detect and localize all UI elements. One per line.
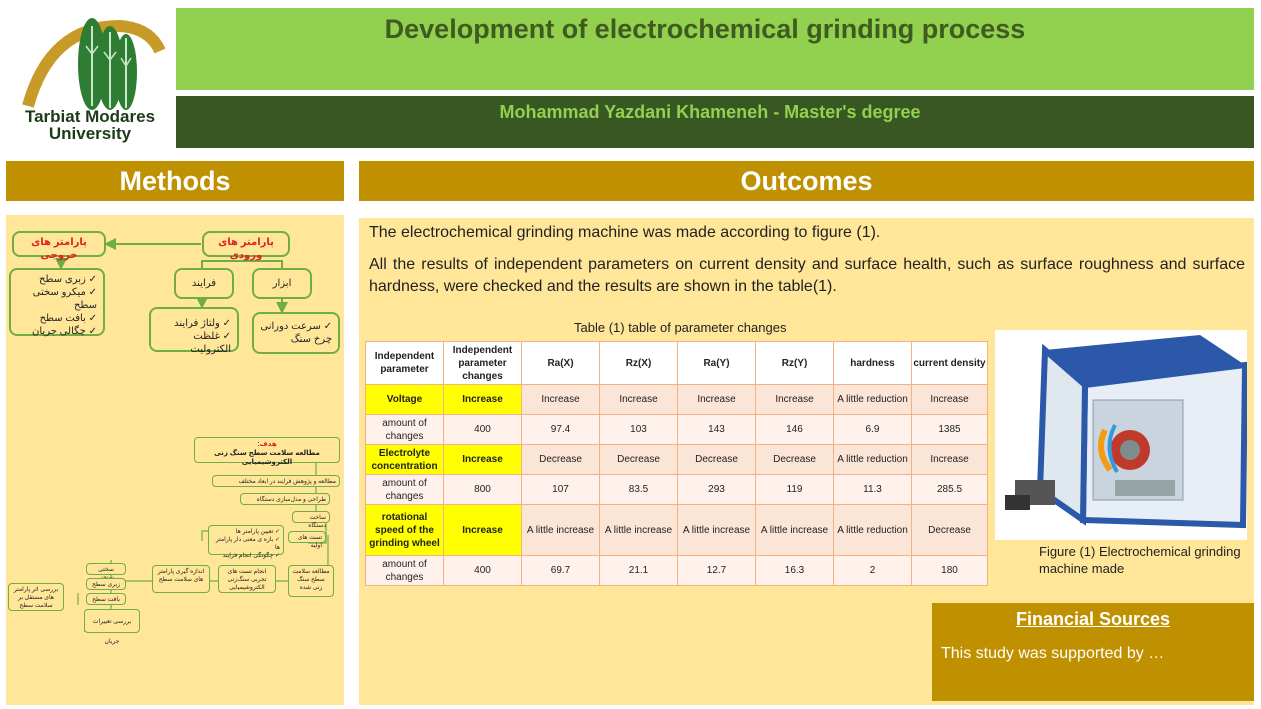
initial-test-item: ✓ بازه ی معنی دار پارامتر ها — [212, 536, 280, 552]
table-cell: 6.9 — [834, 415, 912, 445]
table-header: Independent parameter changes — [444, 342, 522, 385]
process-box: فرایند — [174, 268, 234, 299]
table-cell: amount of changes — [366, 415, 444, 445]
table-cell: 12.7 — [678, 556, 756, 586]
measure-texture: بافت سطح — [86, 593, 126, 605]
table-cell: 119 — [756, 475, 834, 505]
step-measure: اندازه گیری پارامتر های سلامت سطح — [152, 565, 210, 593]
step-study: مطالعه و پژوهش فرایند در ابعاد مختلف — [212, 475, 340, 487]
table-cell: A little reduction — [834, 505, 912, 556]
table-cell: 1385 — [912, 415, 988, 445]
poster-title: Development of electrochemical grinding process — [384, 14, 1026, 44]
process-item: ✓ ولتاژ فرایند — [157, 317, 231, 330]
table-cell: 69.7 — [522, 556, 600, 586]
table-header: Rz(Y) — [756, 342, 834, 385]
table-header: current density — [912, 342, 988, 385]
table-cell: A little reduction — [834, 445, 912, 475]
parameter-changes-table — [365, 341, 988, 586]
table-row-amount — [366, 475, 988, 505]
input-parameters-box: پارامتر های ورودی — [202, 231, 290, 257]
outcomes-paragraph-1: The electrochemical grinding machine was made according to figure (1). — [369, 224, 881, 241]
output-item: ✓ بافت سطح — [17, 312, 97, 325]
tool-box: ابزار — [252, 268, 312, 299]
output-item: ✓ چگالی جریان — [17, 325, 97, 338]
grinding-machine-image — [995, 330, 1247, 540]
table-cell: 107 — [522, 475, 600, 505]
output-parameters-box: پارامتر های خروجی — [12, 231, 106, 257]
step-build: ساخت دستگاه — [292, 511, 330, 523]
table-cell: 143 — [678, 415, 756, 445]
step-independent-effects: بررسی اثر پارامتر های مستقل بر سلامت سطح — [8, 583, 64, 611]
table-row-electrolyte — [366, 445, 988, 475]
author-name: Mohammad Yazdani Khameneh - Master's degree — [499, 102, 921, 122]
table-cell: 400 — [444, 415, 522, 445]
table-cell: Decrease — [912, 505, 988, 556]
table-caption: Table (1) table of parameter changes — [574, 320, 787, 335]
goal-box — [194, 437, 340, 466]
methods-heading: Methods — [6, 161, 344, 201]
table-row-amount — [366, 415, 988, 445]
financial-sources-title: Financial Sources — [1015, 609, 1171, 629]
table-cell: Increase — [522, 385, 600, 415]
university-logo — [10, 6, 170, 151]
table-cell: A little increase — [756, 505, 834, 556]
table-header: Independent parameter — [366, 342, 444, 385]
table-cell: Decrease — [600, 445, 678, 475]
table-cell: 83.5 — [600, 475, 678, 505]
step-experimental-tests: انجام تست های تجربی سنگ‌زنی الکتروشیمیایی — [218, 565, 276, 593]
table-cell: 800 — [444, 475, 522, 505]
table-cell: Increase — [756, 385, 834, 415]
table-cell: amount of changes — [366, 556, 444, 586]
table-cell: 11.3 — [834, 475, 912, 505]
outcomes-heading: Outcomes — [359, 161, 1254, 201]
step-surface-health: مطالعه سلامت سطح سنگ زنی شده — [288, 565, 334, 597]
table-cell: 2 — [834, 556, 912, 586]
table-header: Rz(X) — [600, 342, 678, 385]
table-header: Ra(X) — [522, 342, 600, 385]
table-cell: Increase — [912, 385, 988, 415]
table-header: Ra(Y) — [678, 342, 756, 385]
financial-sources-text: This study was supported by … — [941, 645, 1165, 662]
table-cell: Increase — [600, 385, 678, 415]
output-item: ✓ میکرو سختی سطح — [17, 286, 97, 312]
table-cell: 180 — [912, 556, 988, 586]
table-cell: 146 — [756, 415, 834, 445]
university-name-line2: University — [48, 124, 132, 143]
step-current-changes: بررسی تغییرات جریان — [84, 609, 140, 633]
measure-roughness: زبری سطح — [86, 578, 126, 590]
table-cell: Increase — [912, 445, 988, 475]
author-bar — [176, 96, 1254, 148]
tool-item: ✓ سرعت دورانی چرخ سنگ — [260, 320, 332, 346]
cypress-trees-icon — [10, 6, 170, 111]
table-cell: A little reduction — [834, 385, 912, 415]
table-cell: 21.1 — [600, 556, 678, 586]
table-cell: 400 — [444, 556, 522, 586]
table-cell: 293 — [678, 475, 756, 505]
table-row-amount — [366, 556, 988, 586]
university-name-line1: Tarbiat Modares — [24, 107, 156, 126]
table-cell: amount of changes — [366, 475, 444, 505]
table-cell: 97.4 — [522, 415, 600, 445]
table-cell: 285.5 — [912, 475, 988, 505]
table-cell: Increase — [444, 505, 522, 556]
goal-label: هدف: — [257, 441, 277, 448]
title-bar — [176, 8, 1254, 90]
output-item: ✓ زبری سطح — [17, 273, 97, 286]
measure-hardness: سختی — [86, 563, 126, 575]
university-name — [10, 108, 170, 142]
goal-text: مطالعه سلامت سطح سنگ زنی الکتروشیمیایی — [214, 450, 320, 466]
table-cell: A little increase — [522, 505, 600, 556]
table-cell: A little increase — [600, 505, 678, 556]
table-cell: Decrease — [522, 445, 600, 475]
output-parameters-list — [9, 268, 105, 336]
table-cell: A little increase — [678, 505, 756, 556]
table-cell: 103 — [600, 415, 678, 445]
outcomes-paragraph-2: All the results of independent parameters on current density and surface health, such as surface roughness and surface hardness, were checked and the results are shown in the table(1). — [369, 256, 1245, 295]
table-header: hardness — [834, 342, 912, 385]
table-cell: Increase — [678, 385, 756, 415]
table-cell: Electrolyte concentration — [366, 445, 444, 475]
table-cell: 16.3 — [756, 556, 834, 586]
table-cell: Voltage — [366, 385, 444, 415]
table-row-voltage — [366, 385, 988, 415]
tool-parameters-list — [252, 312, 340, 354]
initial-test-item: ✓ تعیین پارامتر ها — [212, 528, 280, 536]
table-row-rotational-speed — [366, 505, 988, 556]
table-cell: Increase — [444, 385, 522, 415]
step-initial-tests: تست های اولیه — [288, 531, 326, 543]
figure-caption: Figure (1) Electrochemical grinding machine made — [1039, 544, 1241, 576]
table-header-row — [366, 342, 988, 385]
step-design: طراحی و مدل‌سازی دستگاه — [240, 493, 330, 505]
process-item: ✓ غلظت الکترولیت — [157, 330, 231, 356]
table-cell: Increase — [444, 445, 522, 475]
table-cell: Decrease — [756, 445, 834, 475]
process-parameters-list — [149, 307, 239, 355]
initial-test-item: ✓ چگونگی انجام فرایند — [212, 552, 280, 560]
initial-tests-list — [208, 525, 284, 559]
table-cell: Decrease — [678, 445, 756, 475]
methods-panel — [6, 215, 344, 705]
table-cell: rotational speed of the grinding wheel — [366, 505, 444, 556]
financial-sources-box — [932, 603, 1254, 701]
